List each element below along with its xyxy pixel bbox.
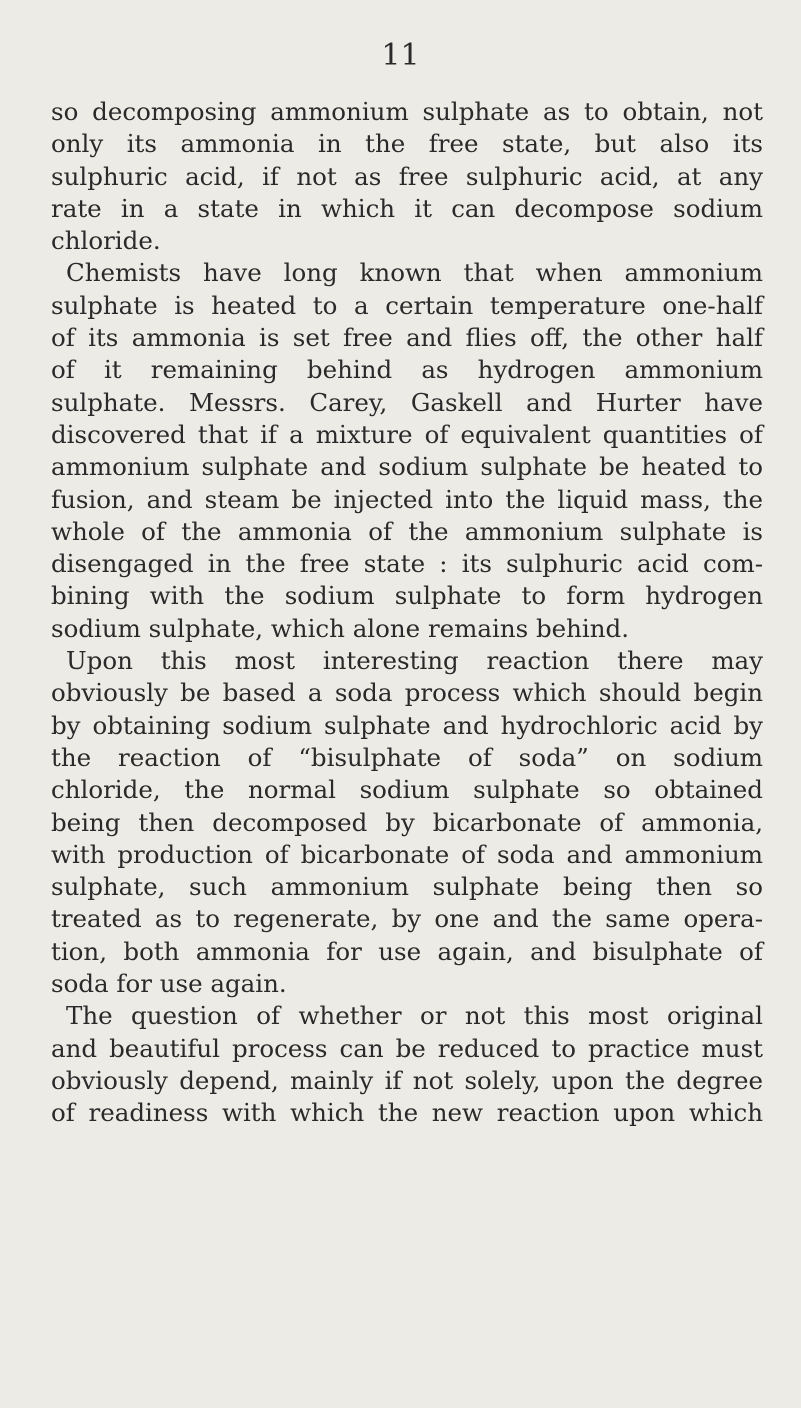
text-line: so decomposing ammonium sulphate as to obtain, not — [51, 97, 763, 126]
text-line: the reaction of “bisulphate of soda” on sodium — [51, 742, 763, 772]
text-line: only its ammonia in the free state, but also its — [51, 129, 763, 159]
text-line: chloride. — [51, 226, 161, 256]
text-line: soda for use again. — [51, 969, 287, 999]
text-line: sulphate. Messrs. Carey, Gaskell and Hurter have — [51, 387, 763, 417]
text-line: sodium sulphate, which alone remains behind. — [51, 613, 630, 643]
text-line: of it remaining behind as hydrogen ammonium — [51, 355, 763, 385]
text-line: bining with the sodium sulphate to form hydrogen — [51, 581, 763, 611]
text-line: treated as to regenerate, by one and the same opera- — [51, 904, 763, 934]
text-line: discovered that if a mixture of equivalent quantities of — [51, 419, 763, 449]
text-line: sulphuric acid, if not as free sulphuric acid, at any — [51, 161, 763, 191]
body-text — [51, 96, 763, 1130]
text-line: by obtaining sodium sulphate and hydrochloric acid by — [51, 710, 763, 740]
text-line: ammonium sulphate and sodium sulphate be heated to — [51, 452, 763, 482]
text-line: The question of whether or not this most original — [66, 1001, 763, 1031]
text-line: of its ammonia is set free and flies off, the other half — [51, 323, 763, 353]
text-line: chloride, the normal sodium sulphate so obtained — [51, 775, 763, 805]
text-line: of readiness with which the new reaction upon which — [51, 1098, 763, 1128]
page-number: 11 — [381, 38, 420, 73]
text-line: tion, both ammonia for use again, and bisulphate of — [51, 936, 763, 966]
text-line: sulphate is heated to a certain temperature one-half — [51, 290, 763, 320]
text-line: rate in a state in which it can decompose sodium — [51, 193, 763, 223]
text-line: obviously be based a soda process which should begin — [51, 678, 763, 708]
text-line: Chemists have long known that when ammonium — [66, 258, 763, 288]
text-line: whole of the ammonia of the ammonium sulphate is — [51, 516, 763, 546]
text-line: obviously depend, mainly if not solely, upon the degree — [51, 1065, 763, 1095]
text-line: with production of bicarbonate of soda and ammonium — [51, 839, 763, 869]
text-line: Upon this most interesting reaction there may — [66, 646, 763, 676]
text-line: sulphate, such ammonium sulphate being then so — [51, 872, 763, 902]
text-line: disengaged in the free state : its sulphuric acid com- — [51, 549, 763, 579]
text-line: fusion, and steam be injected into the liquid mass, the — [51, 484, 763, 514]
text-line: and beautiful process can be reduced to practice must — [51, 1033, 763, 1063]
text-line: being then decomposed by bicarbonate of ammonia, — [51, 807, 763, 837]
